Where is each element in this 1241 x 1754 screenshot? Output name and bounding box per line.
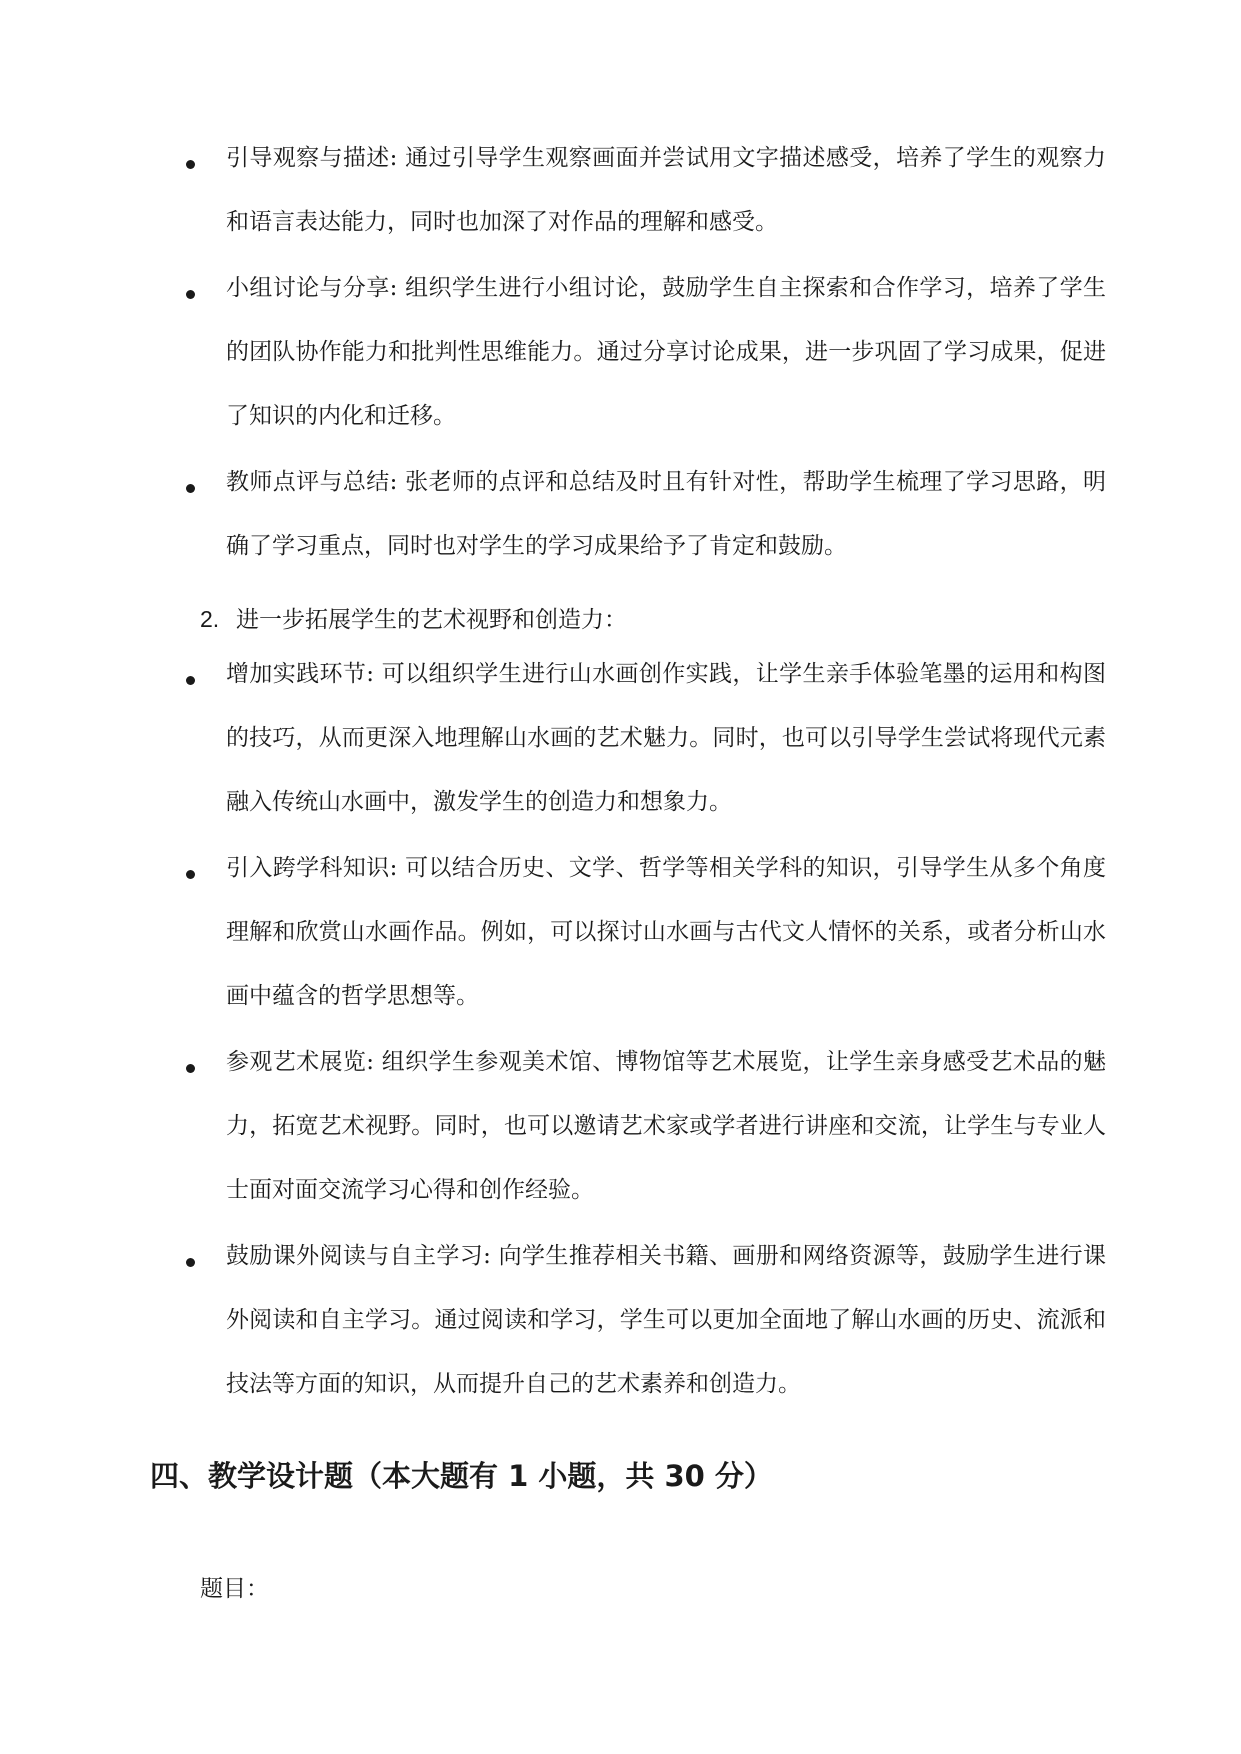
bullet-icon [186, 676, 195, 685]
list-number: 2. [200, 606, 220, 632]
bullet-icon [186, 1064, 195, 1073]
bullet-icon [186, 1258, 195, 1267]
bullet-icon [186, 484, 195, 493]
bullet-icon [186, 290, 195, 299]
numbered-heading-text: 进一步拓展学生的艺术视野和创造力： [236, 607, 627, 633]
bullet-icon [186, 160, 195, 169]
list-item-text: 引导观察与描述: 通过引导学生观察画面并尝试用文字描述感受，培养了学生的观察力和语言表达能力，同时也加深了对作品的理解和感受。 [226, 145, 1106, 235]
list-item-text: 增加实践环节: 可以组织学生进行山水画创作实践，让学生亲手体验笔墨的运用和构图的技巧，从而更深入地理解山水画的艺术魅力。同时，也可以引导学生尝试将现代元素融入传统山水画中，激发学生的创造力和想象力。 [226, 661, 1106, 815]
list-item-text: 教师点评与总结: 张老师的点评和总结及时且有针对性，帮助学生梳理了学习思路，明确了学习重点，同时也对学生的学习成果给予了肯定和鼓励。 [226, 469, 1106, 559]
question-label: 题目： [200, 1576, 269, 1602]
numbered-heading [200, 604, 627, 635]
bullet-icon [186, 870, 195, 879]
list-item-text: 参观艺术展览: 组织学生参观美术馆、博物馆等艺术展览，让学生亲身感受艺术品的魅力，拓宽艺术视野。同时，也可以邀请艺术家或学者进行讲座和交流，让学生与专业人士面对面交流学习心得和创作经验。 [226, 1049, 1106, 1203]
list-item-text: 引入跨学科知识: 可以结合历史、文学、哲学等相关学科的知识，引导学生从多个角度理解和欣赏山水画作品。例如，可以探讨山水画与古代文人情怀的关系，或者分析山水画中蕴含的哲学思想等。 [226, 855, 1106, 1009]
list-item-text: 鼓励课外阅读与自主学习: 向学生推荐相关书籍、画册和网络资源等，鼓励学生进行课外阅读和自主学习。通过阅读和学习，学生可以更加全面地了解山水画的历史、流派和技法等方面的知识，从而提升自己的艺术素养和创造力。 [226, 1243, 1106, 1397]
list-item-text: 小组讨论与分享: 组织学生进行小组讨论，鼓励学生自主探索和合作学习，培养了学生的团队协作能力和批判性思维能力。通过分享讨论成果，进一步巩固了学习成果，促进了知识的内化和迁移。 [226, 275, 1106, 429]
section-title: 四、教学设计题（本大题有 1 小题，共 30 分） [150, 1459, 773, 1493]
